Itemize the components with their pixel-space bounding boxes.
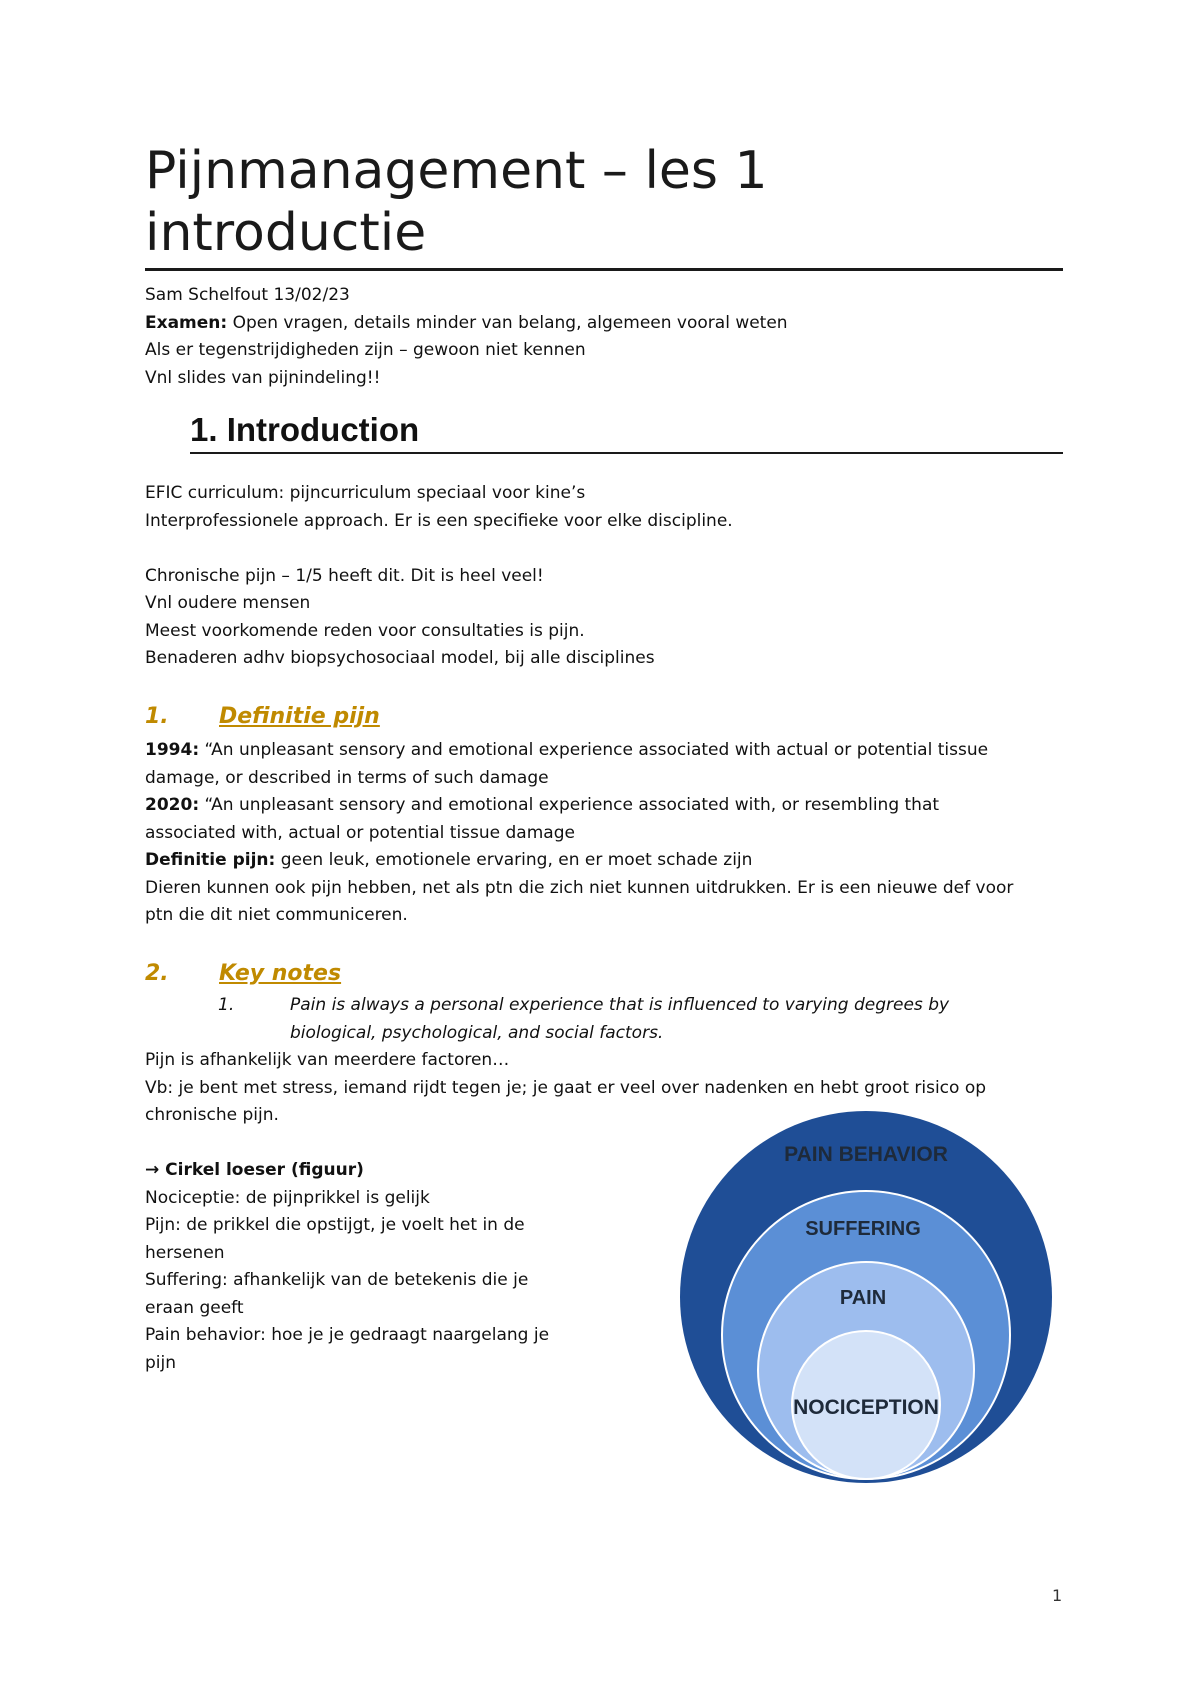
heading-introduction: 1. Introduction — [190, 410, 1063, 454]
definition-text: “An unpleasant sensory and emotional experience associated with actual or potential tissue — [199, 740, 989, 760]
label-pain-behavior: PAIN BEHAVIOR — [784, 1143, 948, 1166]
item-number: 1. — [218, 995, 235, 1015]
exam-label: Examen: — [145, 312, 228, 333]
title-line-2: introductie — [145, 203, 427, 263]
label-suffering: SUFFERING — [805, 1218, 921, 1240]
definitie-pijn-line — [145, 847, 1063, 875]
key-note-item — [218, 992, 949, 1047]
key-line: Pijn is afhankelijk van meerdere factoren… — [145, 1050, 510, 1070]
year-label: 1994: — [145, 740, 200, 760]
cirkel-line: Pijn: de prikkel die opstijgt, je voelt het in de — [145, 1215, 525, 1235]
heading-definitie-pijn — [145, 704, 380, 729]
cirkel-line: hersenen — [145, 1242, 225, 1263]
intro-line: Meest voorkomende reden voor consultaties is pijn. — [145, 620, 585, 641]
exam-note — [145, 310, 1063, 338]
heading-number: 2. — [145, 961, 169, 986]
item-text-cont: biological, psychological, and social factors. — [290, 1022, 664, 1043]
cirkel-line: pijn — [145, 1352, 177, 1373]
document-meta — [145, 282, 1063, 392]
heading-key-notes — [145, 961, 341, 986]
item-text: Pain is always a personal experience that is influenced to varying degrees by — [290, 995, 950, 1015]
exam-text: Open vragen, details minder van belang, algemeen vooral weten — [227, 312, 788, 333]
key-line: Vb: je bent met stress, iemand rijdt tegen je; je gaat er veel over nadenken en hebt groot risico op — [145, 1077, 987, 1098]
year-label: 2020: — [145, 795, 200, 815]
definition-2020 — [145, 792, 1063, 820]
definition-1994-cont: damage, or described in terms of such damage — [145, 767, 549, 788]
intro-line: Vnl oudere mensen — [145, 593, 311, 613]
intro-line: Chronische pijn – 1/5 heeft dit. Dit is heel veel! — [145, 565, 544, 586]
definition-text: “An unpleasant sensory and emotional experience associated with, or resembling that — [199, 795, 940, 815]
intro-line: EFIC curriculum: pijncurriculum speciaal voor kine’s — [145, 483, 586, 503]
cirkel-line: eraan geeft — [145, 1297, 244, 1318]
intro-line: Interprofessionele approach. Er is een specifieke voor elke discipline. — [145, 510, 733, 531]
definition-1994 — [145, 737, 1063, 765]
cirkel-line: Pain behavior: hoe je je gedraagt naargelang je — [145, 1325, 550, 1345]
key-line-cont: chronische pijn. — [145, 1105, 279, 1125]
cirkel-line: Nociceptie: de pijnprikkel is gelijk — [145, 1187, 430, 1208]
introduction-body — [145, 480, 1063, 673]
heading-label: Key notes — [219, 961, 342, 986]
blank-line — [145, 535, 1063, 563]
definitie-text: geen leuk, emotionele ervaring, en er moet schade zijn — [275, 850, 753, 870]
definitie-body — [145, 737, 1063, 930]
heading-label: Definitie pijn — [219, 704, 380, 729]
slides-note: Vnl slides van pijnindeling!! — [145, 367, 381, 388]
definitie-label: Definitie pijn: — [145, 850, 276, 870]
title-line-1: Pijnmanagement – les 1 — [145, 141, 768, 201]
definition-2020-cont: associated with, actual or potential tissue damage — [145, 822, 575, 843]
document-title — [145, 140, 1063, 271]
cirkel-line: Suffering: afhankelijk van de betekenis die je — [145, 1270, 529, 1290]
page-number: 1 — [1052, 1586, 1063, 1605]
animals-line: Dieren kunnen ook pijn hebben, net als ptn die zich niet kunnen uitdrukken. Er is een nieuwe def voor — [145, 877, 1014, 898]
intro-line: Benaderen adhv biopsychosociaal model, bij alle disciplines — [145, 648, 655, 668]
heading-number: 1. — [145, 704, 169, 729]
label-nociception: NOCICEPTION — [793, 1396, 939, 1419]
label-pain: PAIN — [839, 1287, 887, 1309]
author-date: Sam Schelfout 13/02/23 — [145, 285, 350, 305]
animals-line-cont: ptn die dit niet communiceren. — [145, 905, 408, 925]
cirkel-heading: → Cirkel loeser (figuur) — [145, 1160, 364, 1180]
loeser-circle-diagram — [678, 1107, 1054, 1487]
contradictions-note: Als er tegenstrijdigheden zijn – gewoon niet kennen — [145, 340, 586, 360]
